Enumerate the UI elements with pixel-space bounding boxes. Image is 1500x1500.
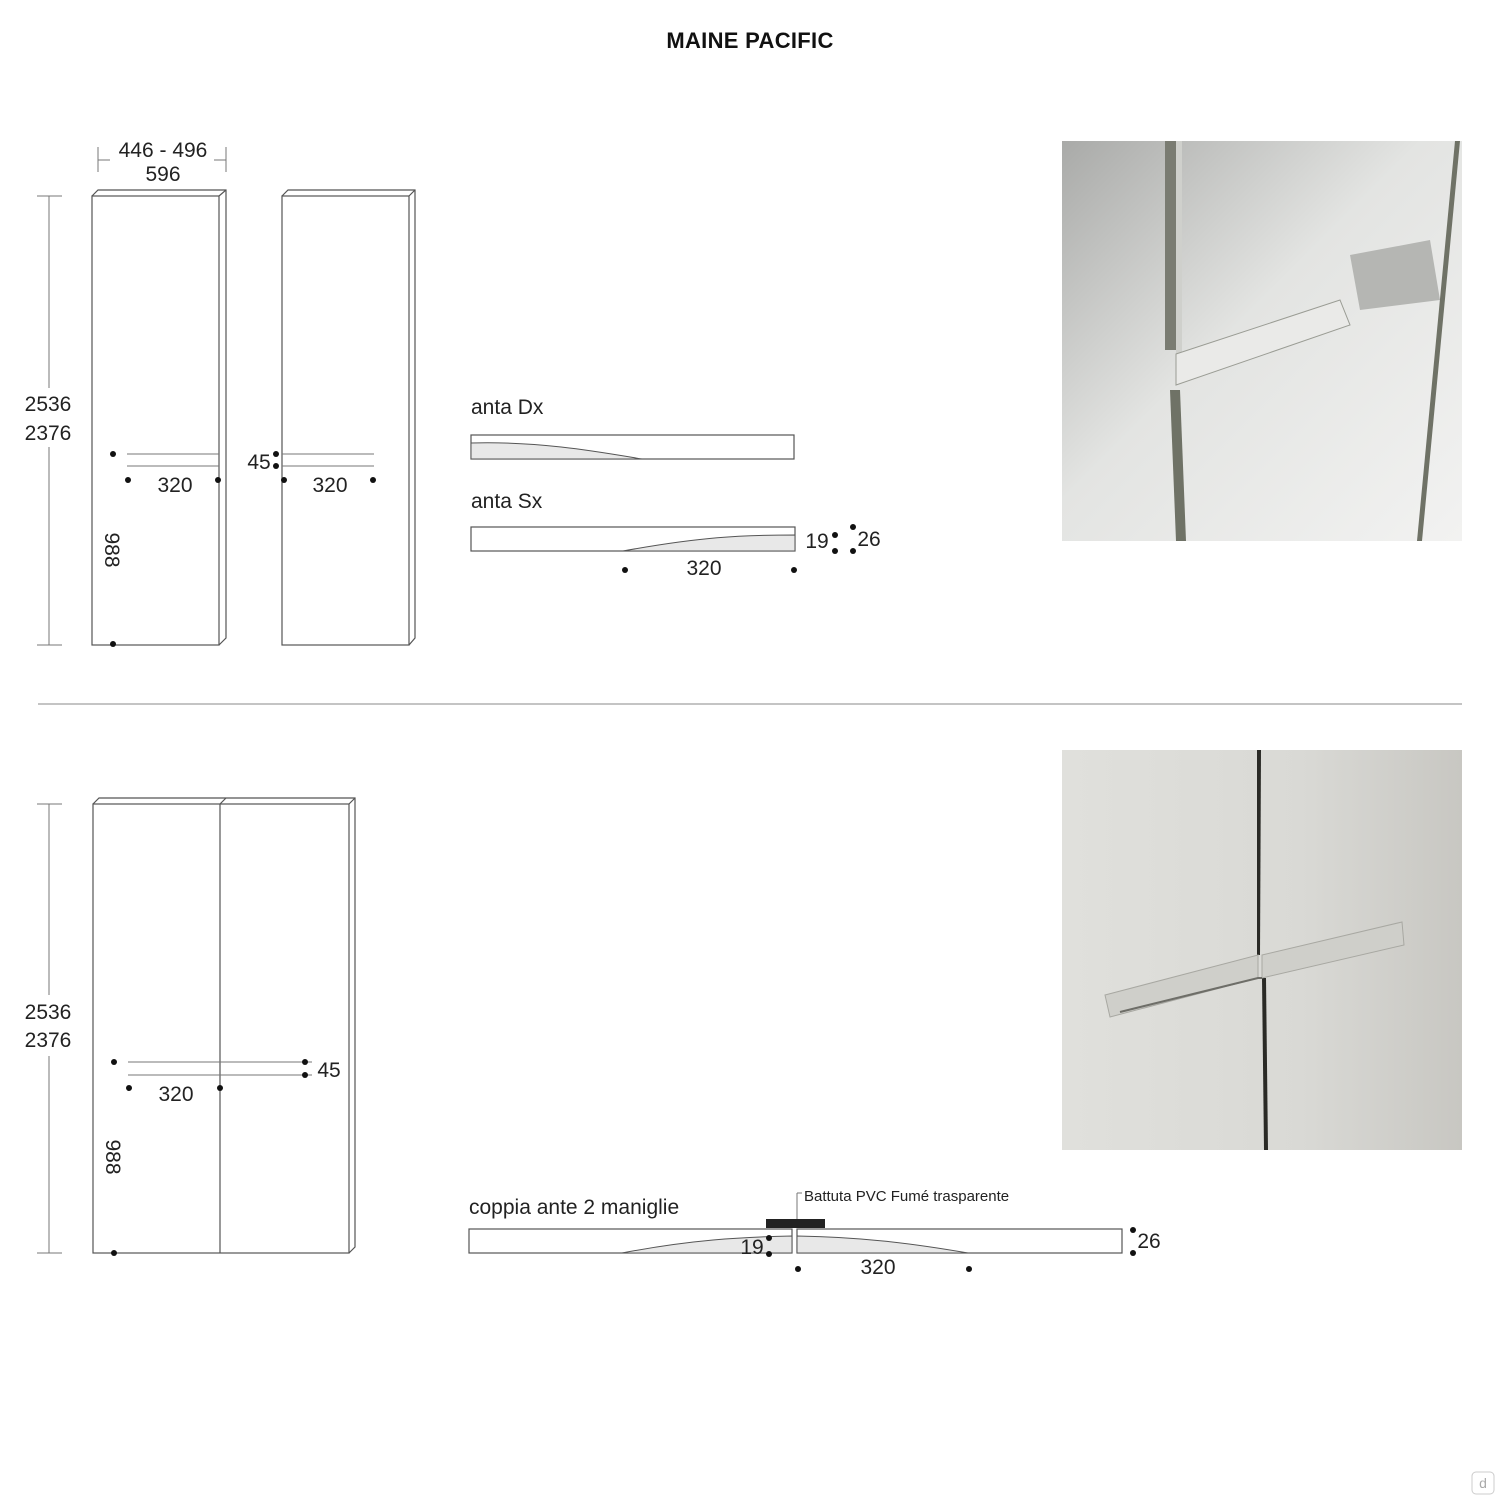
door-right-elevation (92, 190, 226, 647)
dim-dot (110, 451, 116, 457)
handle-gap-label: 45 (317, 1059, 341, 1082)
door-pair-elevation (93, 798, 355, 1256)
profile-depth-1-label: 19 (805, 530, 829, 553)
dim-dot (111, 1059, 117, 1065)
dim-dot (1130, 1227, 1136, 1233)
watermark-logo (1472, 1472, 1494, 1494)
dim-dot (281, 477, 287, 483)
dim-dot (766, 1235, 772, 1241)
profile-depth-2-label: 26 (1137, 1230, 1161, 1253)
profile-left-door (471, 490, 881, 580)
height-dimension-pair (25, 804, 72, 1253)
profile-length-label: 320 (860, 1256, 896, 1279)
dim-dot (215, 477, 221, 483)
dim-dot (370, 477, 376, 483)
top-section (25, 139, 1462, 647)
pvc-gasket (766, 1219, 825, 1228)
height-2-label: 2376 (24, 1029, 72, 1052)
dim-dot (126, 1085, 132, 1091)
width-dimension (98, 139, 226, 186)
height-dimension (25, 196, 72, 645)
dim-dot (217, 1085, 223, 1091)
dim-dot (622, 567, 628, 573)
height-2-label: 2376 (24, 422, 72, 445)
dim-dot (1130, 1250, 1136, 1256)
width-range-label: 446 - 496 (118, 139, 208, 162)
gasket-label: Battuta PVC Fumé trasparente (804, 1188, 1010, 1205)
bottom-section (25, 750, 1462, 1279)
dim-dot (273, 463, 279, 469)
dim-dot (850, 548, 856, 554)
door-left-elevation (247, 190, 415, 645)
profile-door-pair (469, 1188, 1161, 1279)
handle-length-label: 320 (158, 1083, 194, 1106)
left-door-label: anta Sx (471, 490, 543, 513)
dim-dot (766, 1251, 772, 1257)
dim-dot (966, 1266, 972, 1272)
handle-height-label: 988 (101, 1139, 124, 1175)
watermark-letter: d (1479, 1475, 1487, 1491)
profile-length-label: 320 (686, 557, 722, 580)
profile-depth-2-label: 26 (857, 528, 881, 551)
pair-label: coppia ante 2 maniglie (469, 1196, 680, 1219)
dim-dot (302, 1059, 308, 1065)
dim-dot (791, 567, 797, 573)
dim-dot (110, 641, 116, 647)
handle-gap-label: 45 (247, 451, 271, 474)
right-door-label: anta Dx (471, 396, 544, 419)
profile-depth-1-label: 19 (740, 1236, 764, 1259)
height-1-label: 2536 (24, 393, 72, 416)
door-handle-photo-pair (1062, 750, 1462, 1150)
handle-height-label: 988 (100, 532, 123, 568)
dim-dot (832, 532, 838, 538)
door-handle-photo-single (1062, 141, 1462, 541)
dim-dot (302, 1072, 308, 1078)
dim-dot (273, 451, 279, 457)
dim-dot (832, 548, 838, 554)
dim-dot (850, 524, 856, 530)
page-title: MAINE PACIFIC (666, 28, 834, 53)
dim-dot (111, 1250, 117, 1256)
dim-dot (125, 477, 131, 483)
profile-right-door (471, 396, 794, 459)
dim-dot (795, 1266, 801, 1272)
width-alt-label: 596 (145, 163, 181, 186)
height-1-label: 2536 (24, 1001, 72, 1024)
handle-length-right-label: 320 (312, 474, 348, 497)
handle-length-left-label: 320 (157, 474, 193, 497)
